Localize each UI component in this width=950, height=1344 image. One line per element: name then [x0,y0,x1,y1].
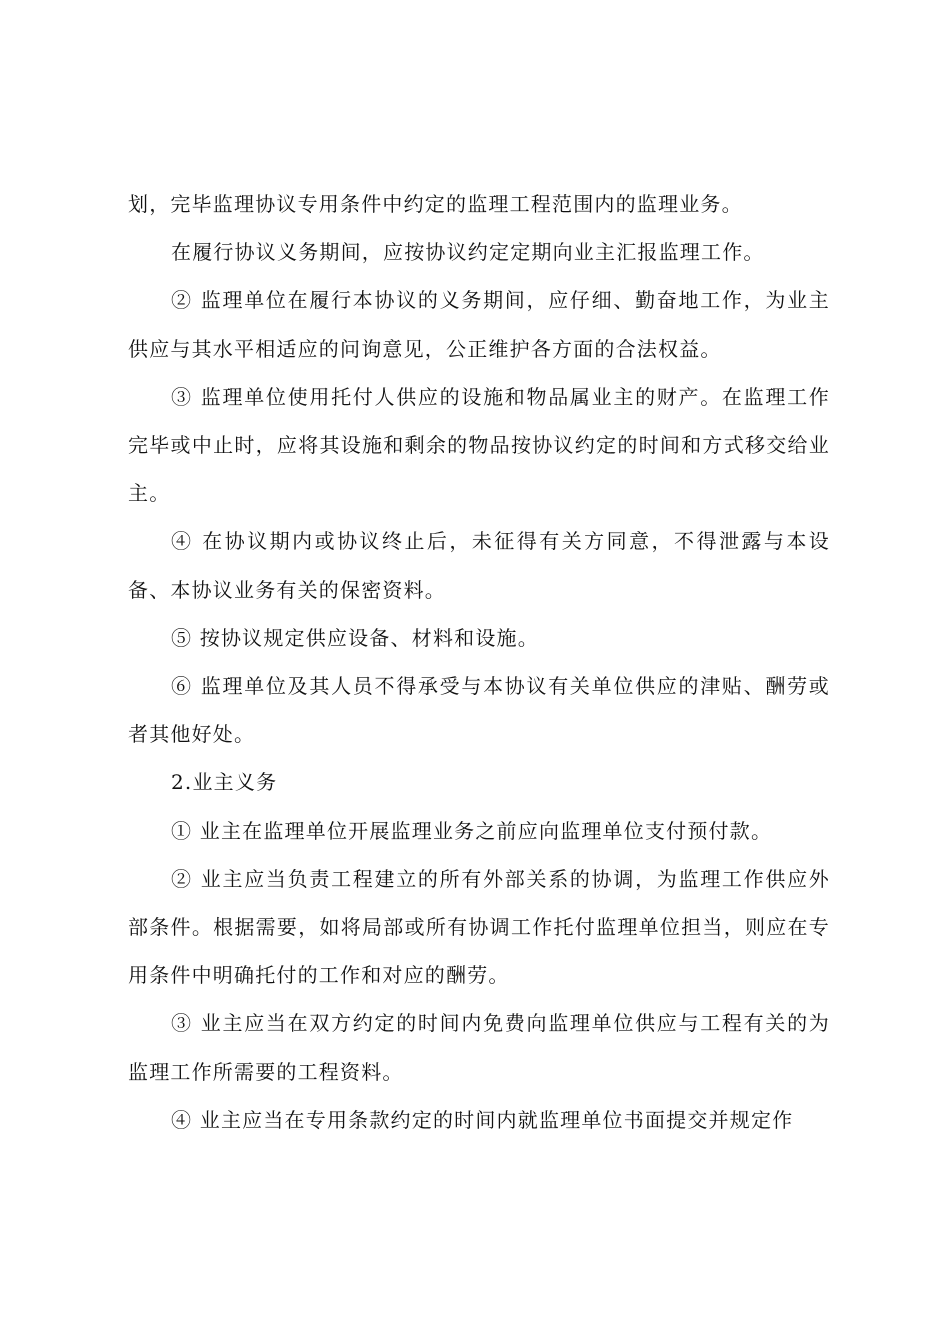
paragraph-item-5: ⑤ 按协议规定供应设备、材料和设施。 [171,625,539,650]
paragraph-owner-item-4: ④ 业主应当在专用条款约定的时间内就监理单位书面提交并规定作 [171,1107,794,1132]
paragraph-owner-item-1: ① 业主在监理单位开展监理业务之前应向监理单位支付预付款。 [171,818,773,843]
paragraph-owner-item-2: ② 业主应当负责工程建立的所有外部关系的协调，为监理工作供应外部条件。根据需要，如将局部或所有协调工作托付监理单位担当，则应在专用条件中明确托付的工作和对应的酬劳。 [128,866,830,988]
document-body [128,180,830,1144]
paragraph-item-2: ② 监理单位在履行本协议的义务期间，应仔细、勤奋地工作，为业主供应与其水平相适应的问询意见，公正维护各方面的合法权益。 [128,288,830,361]
paragraph-item-6: ⑥ 监理单位及其人员不得承受与本协议有关单位供应的津贴、酬劳或者其他好处。 [128,674,830,747]
paragraph-report-duty: 在履行协议义务期间，应按协议约定定期向业主汇报监理工作。 [171,240,765,265]
paragraph-item-4: ④ 在协议期内或协议终止后，未征得有关方同意，不得泄露与本设备、本协议业务有关的保密资料。 [128,529,830,602]
paragraph-continuation: 划，完毕监理协议专用条件中约定的监理工程范围内的监理业务。 [128,192,743,216]
paragraph-owner-item-3: ③ 业主应当在双方约定的时间内免费向监理单位供应与工程有关的为监理工作所需要的工程资料。 [128,1011,830,1084]
paragraph-item-3: ③ 监理单位使用托付人供应的设施和物品属业主的财产。在监理工作完毕或中止时，应将其设施和剩余的物品按协议约定的时间和方式移交给业主。 [128,384,830,506]
section-heading-owner-obligations: 2.业主义务 [171,770,278,795]
